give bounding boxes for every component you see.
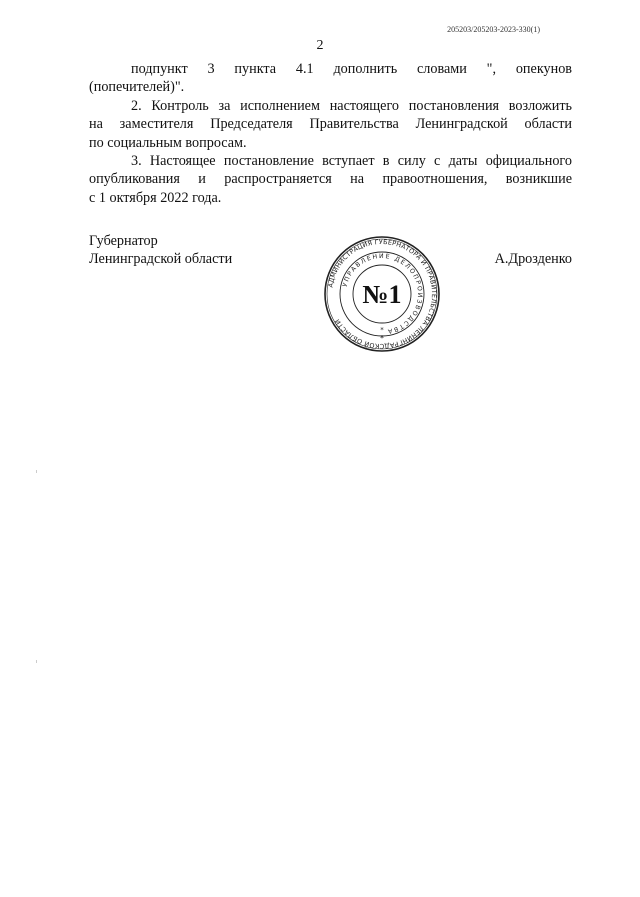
paragraph-1-line-2: (попечителей)".: [89, 79, 185, 96]
signatory-name: А.Дрозденко: [494, 251, 572, 267]
signatory-title-line-1: Губернатор: [89, 233, 158, 249]
seal-star-bottom: *: [380, 334, 384, 343]
paragraph-3-line-2: опубликования и распространяется на правоотношения, возникшие: [89, 171, 572, 188]
document-body: [89, 60, 572, 207]
paragraph-3-line-1: 3. Настоящее постановление вступает в силу с даты официального: [131, 153, 572, 170]
paragraph-2: [89, 97, 572, 152]
scan-mark: [36, 470, 37, 473]
official-seal: [323, 235, 441, 353]
document-id: 205203/205203-2023-330(1): [447, 25, 540, 34]
signatory-title-line-2: Ленинградской области: [89, 251, 233, 267]
paragraph-3-line-3: с 1 октября 2022 года.: [89, 189, 222, 206]
paragraph-1: [89, 60, 572, 97]
paragraph-2-line-3: по социальным вопросам.: [89, 134, 247, 151]
paragraph-2-line-1: 2. Контроль за исполнением настоящего постановления возложить: [131, 97, 572, 114]
page-number: 2: [316, 38, 324, 53]
seal-star-inner: *: [380, 326, 384, 334]
paragraph-3: [89, 152, 572, 207]
paragraph-2-line-2: на заместителя Председателя Правительства Ленинградской области: [89, 116, 572, 133]
paragraph-1-line-1: подпункт 3 пункта 4.1 дополнить словами ", опекунов: [131, 61, 572, 77]
seal-inner-text: УПРАВЛЕНИЕ ДЕЛОПРОИЗВОДСТВА: [341, 252, 424, 335]
scan-mark: [36, 660, 37, 663]
seal-graphic: [323, 235, 441, 353]
seal-number: №1: [362, 280, 402, 309]
seal-outer-text: АДМИНИСТРАЦИЯ ГУБЕРНАТОРА И ПРАВИТЕЛЬСТВА ЛЕНИНГРАДСКОЙ ОБЛАСТИ: [326, 237, 439, 351]
